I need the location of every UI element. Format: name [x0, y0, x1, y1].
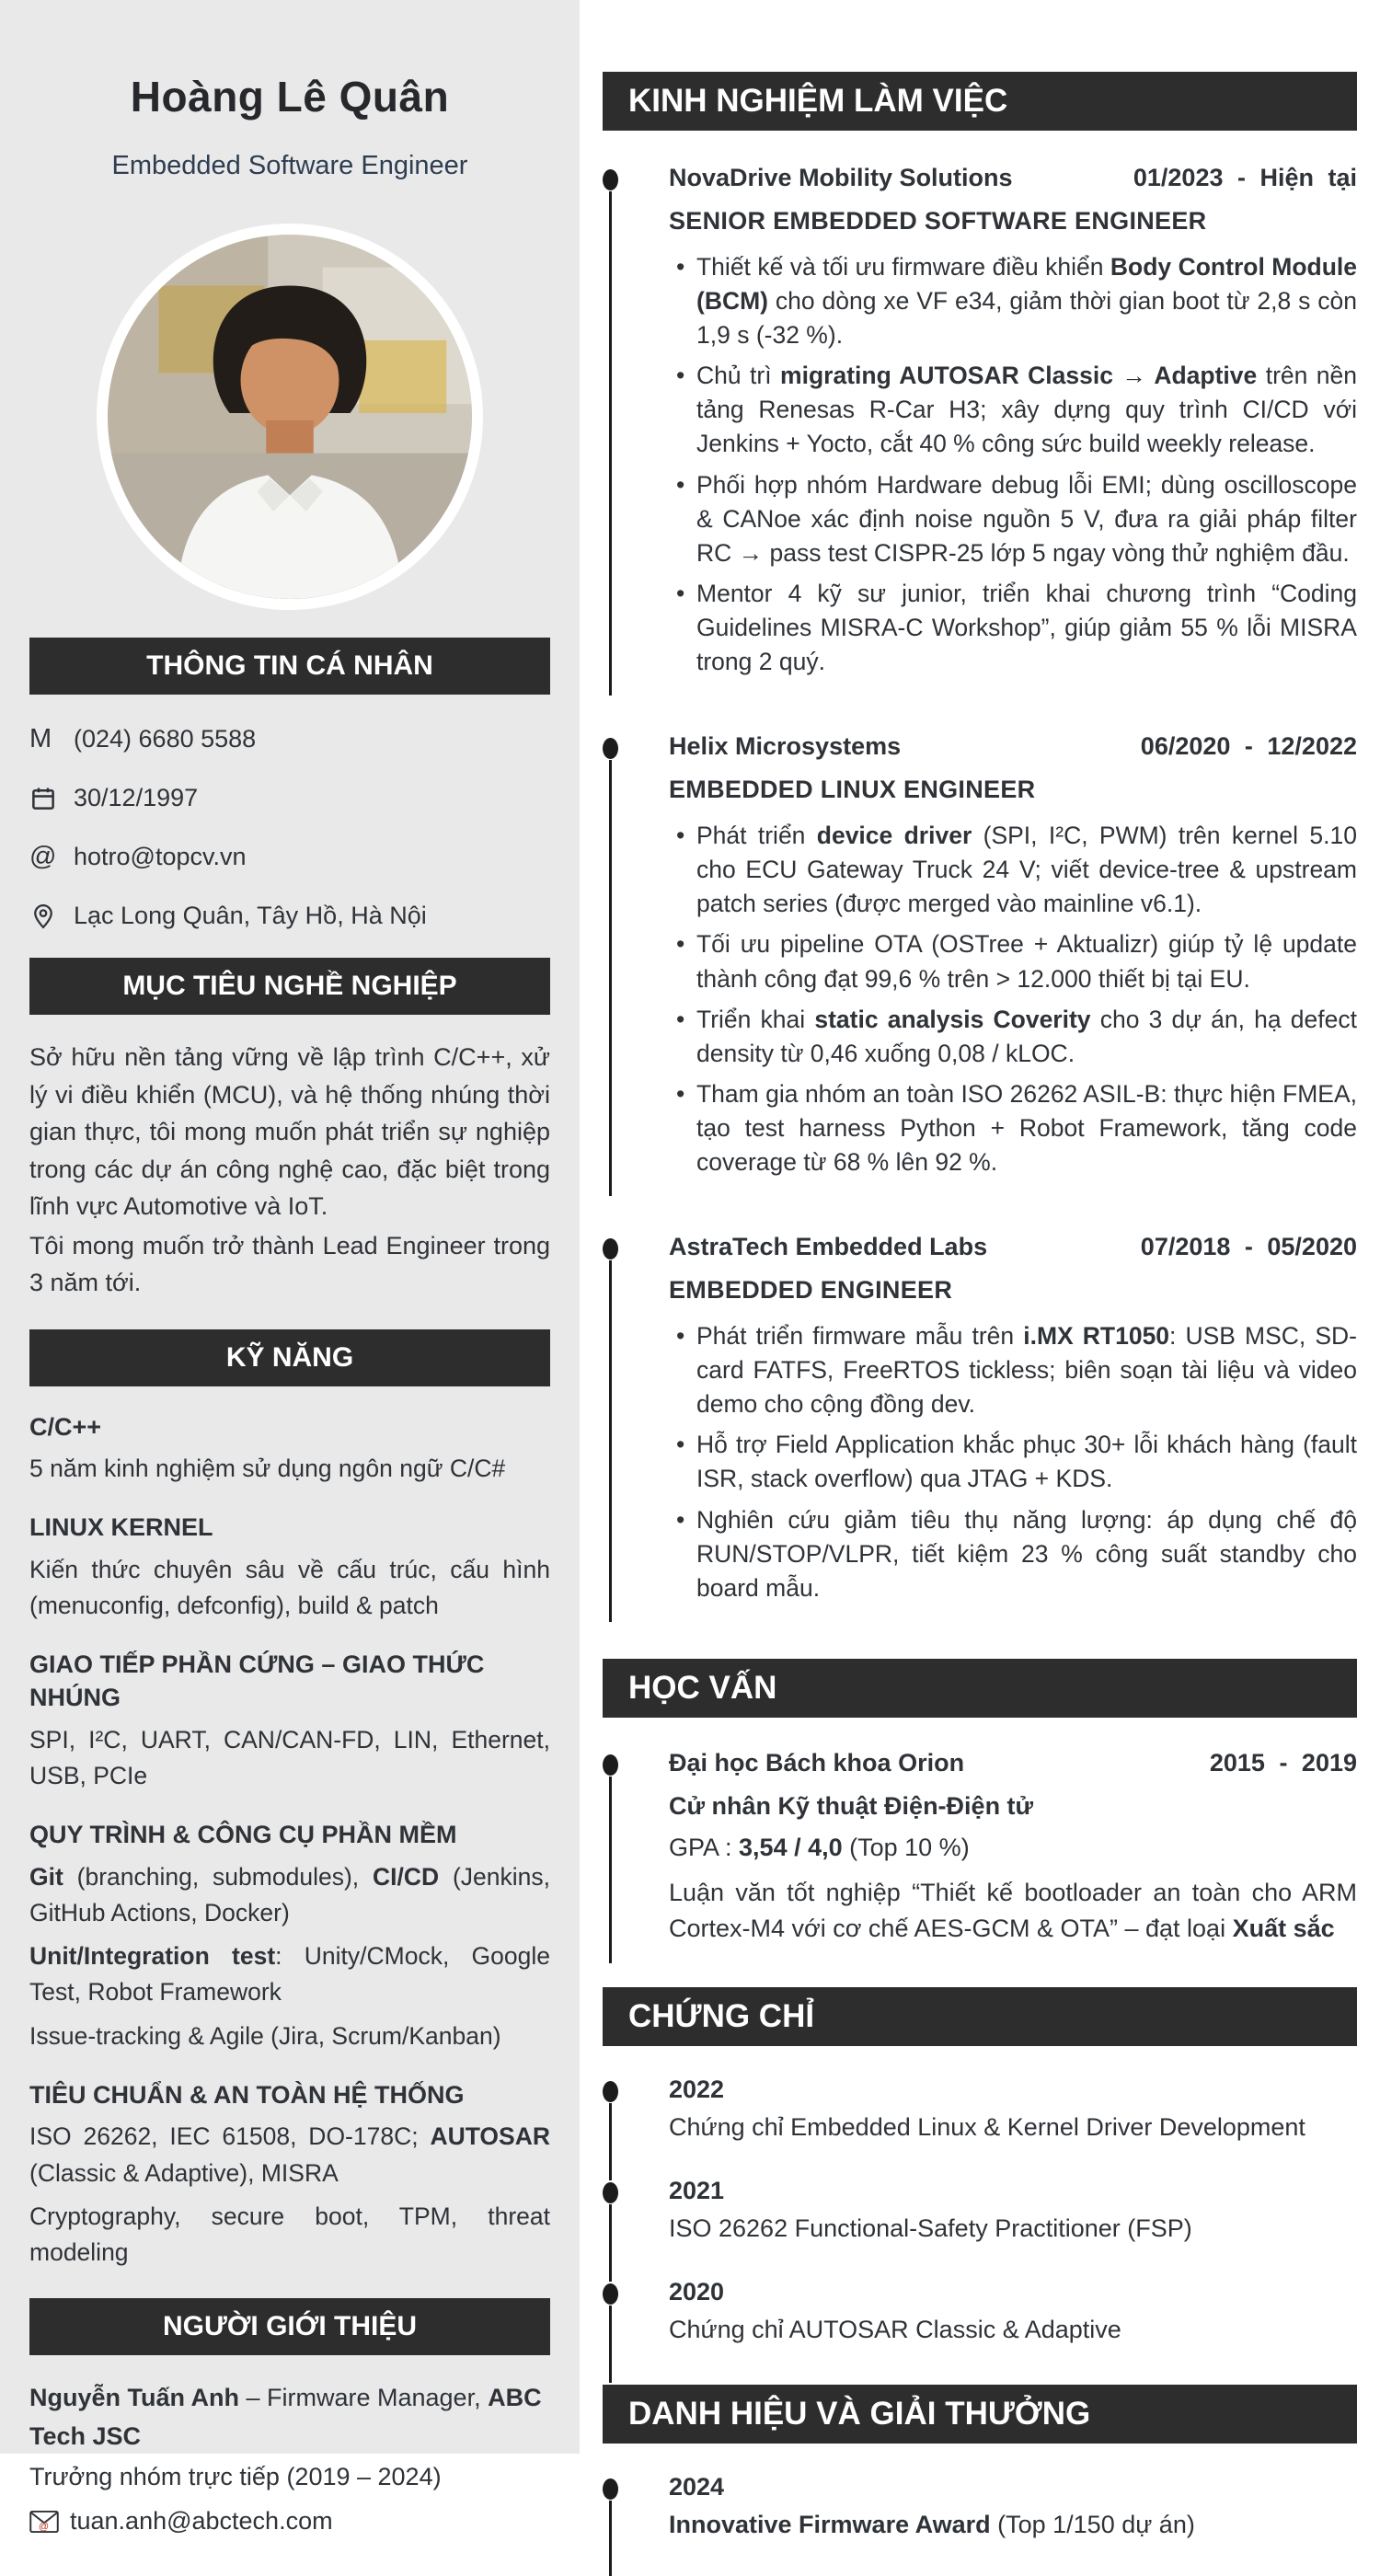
bold-text: AUTOSAR	[430, 2122, 550, 2151]
section-personal-info-heading: THÔNG TIN CÁ NHÂN	[29, 638, 550, 695]
text-run: cho dòng xe VF e34, giảm thời gian boot từ 2,8 s còn 1,9 s (-32 %).	[696, 287, 1357, 350]
main-column	[580, 0, 1380, 2539]
bold-text: Nguyễn Tuấn Anh	[29, 2384, 239, 2412]
text-run: Tối ưu pipeline OTA (OSTree + Aktualizr) giúp tỷ lệ update thành công đạt 99,6 % trên > 12.000 thiết bị tại EU.	[696, 930, 1357, 993]
calendar-icon	[29, 785, 74, 812]
person-job-title: Embedded Software Engineer	[111, 151, 468, 180]
objective-paragraph: Sở hữu nền tảng vững về lập trình C/C++, xử lý vi điều khiển (MCU), và hệ thống nhúng thời gian thực, tôi mong muốn phát triển sự nghiệp trong các dự án công nghệ cao, đặc biệt trong lĩnh vực Automotive và IoT.	[29, 1043, 550, 1220]
skill-group-title: QUY TRÌNH & CÔNG CỤ PHẦN MỀM	[29, 1821, 457, 1849]
bullet-item	[669, 359, 1357, 461]
timeline-dot	[603, 169, 618, 190]
text-run: 5 năm kinh nghiệm sử dụng ngôn ngữ C/C#	[29, 1454, 506, 1482]
text-run: GPA :	[669, 1833, 740, 1861]
references-block	[29, 2379, 550, 2540]
text-run: Nghiên cứu giảm tiêu thụ năng lượng: áp dụng chế độ RUN/STOP/VLPR, tiết kiệm 23 % công suất standby cho board mẫu.	[696, 1505, 1357, 1602]
skill-line	[29, 1938, 550, 2010]
text-run: SPI, I²C, UART, CAN/CAN-FD, LIN, Ethernet, USB, PCIe	[29, 1725, 550, 1790]
job-header	[669, 1233, 1357, 1261]
text-run: Luận văn tốt nghiệp “Thiết kế bootloader an toàn cho ARM Cortex-M4 với cơ chế AES-GCM & OTA” – đạt loại	[669, 1878, 1357, 1943]
section-certificates	[603, 1987, 1357, 2344]
bullet-item	[669, 1428, 1357, 1496]
text-run: Issue-tracking & Agile (Jira, Scrum/Kanban)	[29, 2021, 501, 2050]
job-bullets	[669, 1319, 1357, 1605]
text-run: Cryptography, secure boot, TPM, threat modeling	[29, 2202, 550, 2266]
experience-list	[603, 164, 1357, 1605]
experience-item	[603, 1233, 1357, 1605]
certificates-list	[603, 2076, 1357, 2344]
skill-group-title: C/C++	[29, 1412, 102, 1441]
timeline-dot	[603, 1754, 618, 1776]
contact-value: (024) 6680 5588	[74, 725, 257, 753]
skill-line	[29, 2199, 550, 2271]
skills-list	[29, 1410, 550, 2271]
text-run: Phát triển	[696, 822, 817, 850]
section-experience-heading: KINH NGHIỆM LÀM VIỆC	[603, 72, 1357, 131]
bullet-item	[669, 1319, 1357, 1421]
timeline-line	[609, 2103, 612, 2180]
bullet-item	[669, 1077, 1357, 1179]
award-title	[669, 2511, 1357, 2539]
contact-item	[29, 724, 550, 754]
timeline-line	[609, 2204, 612, 2282]
degree-name: Cử nhân Kỹ thuật Điện-Điện tử	[669, 1791, 1034, 1820]
reference-email-row	[29, 2502, 550, 2541]
section-certificates-heading: CHỨNG CHỈ	[603, 1987, 1357, 2046]
timeline-dot	[603, 2283, 618, 2305]
contact-value: hotro@topcv.vn	[74, 843, 247, 870]
bullet-item	[669, 1003, 1357, 1071]
text-run: Kiến thức chuyên sâu về cấu trúc, cấu hình (menuconfig, defconfig), build & patch	[29, 1555, 550, 1619]
award-item	[603, 2473, 1357, 2539]
contact-item	[29, 842, 550, 872]
text-run: : USB MSC, SD-card FATFS, FreeRTOS tickless; biên soạn tài liệu và video demo cho cộng đồng dev.	[696, 1322, 1357, 1419]
location-pin-icon	[29, 903, 74, 930]
timeline-line	[609, 1777, 612, 1963]
job-bullets	[669, 250, 1357, 679]
job-dates: 01/2023 - Hiện tại	[1133, 164, 1357, 191]
education-detail	[669, 1875, 1357, 1947]
reference-line	[29, 2379, 550, 2456]
bullet-item	[669, 250, 1357, 352]
certificate-title: Chứng chỉ AUTOSAR Classic & Adaptive	[669, 2316, 1121, 2344]
bullet-item	[669, 927, 1357, 995]
text-run: (Top 1/150 dự án)	[990, 2511, 1195, 2539]
job-role: SENIOR EMBEDDED SOFTWARE ENGINEER	[669, 207, 1207, 235]
company-name: Helix Microsystems	[669, 732, 902, 761]
text-run: (SPI, I²C, PWM) trên kernel 5.10 cho ECU Gateway Truck 24 V; viết device-tree & upstream patch series (được merged vào mainline v6.1).	[696, 822, 1357, 918]
award-year: 2024	[669, 2473, 725, 2501]
text-run: – Firmware Manager,	[238, 2384, 489, 2412]
contact-list	[29, 724, 550, 930]
job-bullets	[669, 819, 1357, 1179]
skill-line	[29, 2119, 550, 2191]
text-run: : Unity/CMock, Google Test, Robot Framework	[29, 1942, 550, 2007]
timeline-line	[609, 2306, 612, 2383]
bold-text: Unit/Integration test	[29, 1942, 276, 1971]
timeline-dot	[603, 2081, 618, 2102]
text-run: cho 3 dự án, hạ defect density từ 0,46 xuống 0,08 / kLOC.	[696, 1005, 1357, 1067]
certificate-year: 2020	[669, 2278, 725, 2306]
phone-icon: M	[29, 724, 52, 753]
text-run: Hỗ trợ Field Application khắc phục 30+ lỗi khách hàng (fault ISR, stack overflow) qua JTAG + KDS.	[696, 1431, 1357, 1493]
contact-value: 30/12/1997	[74, 784, 199, 811]
text-run: Mentor 4 kỹ sư junior, triển khai chương trình “Coding Guidelines MISRA-C Workshop”, giúp giảm 55 % lỗi MISRA trong 2 quý.	[696, 579, 1357, 676]
section-experience	[603, 72, 1357, 1605]
bold-text: ABC Tech JSC	[29, 2384, 542, 2451]
text-run: Chủ trì	[696, 362, 781, 390]
sidebar	[0, 0, 580, 2535]
bullet-item	[669, 468, 1357, 570]
company-name: NovaDrive Mobility Solutions	[669, 164, 1013, 191]
text-run: Trưởng nhóm trực tiếp (2019 – 2024)	[29, 2462, 442, 2490]
profile-photo	[97, 224, 483, 610]
timeline-dot	[603, 1238, 618, 1259]
bullet-item	[669, 577, 1357, 679]
school-name: Đại học Bách khoa Orion	[669, 1748, 965, 1777]
certificate-item	[603, 2076, 1357, 2142]
awards-list	[603, 2473, 1357, 2539]
section-awards	[603, 2385, 1357, 2539]
text-run: (Jenkins, GitHub Actions, Docker)	[29, 1862, 550, 1926]
text-run: Tham gia nhóm an toàn ISO 26262 ASIL-B: thực hiện FMEA, tạo test harness Python + Robot Framework, tăng code coverage từ 68 % lên 92 %.	[696, 1079, 1357, 1176]
timeline-dot	[603, 2182, 618, 2203]
job-role: EMBEDDED LINUX ENGINEER	[669, 776, 1036, 804]
skill-line	[29, 2018, 550, 2054]
section-education	[603, 1659, 1357, 1947]
section-objective-heading: MỤC TIÊU NGHỀ NGHIỆP	[29, 958, 550, 1015]
text-run: Thiết kế và tối ưu firmware điều khiển	[696, 253, 1110, 281]
text-run: Triển khai	[696, 1005, 815, 1033]
skill-group	[29, 1511, 550, 1624]
skill-line	[29, 1722, 550, 1794]
text-run: (Top 10 %)	[842, 1833, 970, 1861]
skill-group	[29, 1818, 550, 2054]
bold-text: device driver	[816, 822, 972, 850]
text-run: (Classic & Adaptive), MISRA	[29, 2158, 339, 2187]
job-role: EMBEDDED ENGINEER	[669, 1276, 953, 1305]
bold-text: Git	[29, 1862, 63, 1891]
skill-line	[29, 1451, 550, 1487]
bold-text: Xuất sắc	[1232, 1915, 1335, 1943]
education-dates: 2015 - 2019	[1209, 1748, 1357, 1777]
education-list	[603, 1749, 1357, 1947]
timeline-line	[609, 2501, 612, 2576]
company-name: AstraTech Embedded Labs	[669, 1233, 988, 1261]
job-dates: 06/2020 - 12/2022	[1140, 732, 1357, 761]
timeline-dot	[603, 738, 618, 759]
text-run: trên nền tảng Renesas R-Car H3; xây dựng quy trình CI/CD với Jenkins + Yocto, cắt 40 % công sức build weekly release.	[696, 362, 1358, 458]
bold-text: Innovative Firmware Award	[669, 2511, 991, 2539]
contact-item	[29, 902, 550, 930]
skill-group	[29, 1410, 550, 1488]
skill-group-title: LINUX KERNEL	[29, 1513, 213, 1542]
bold-text: migrating AUTOSAR Classic → Adaptive	[780, 362, 1258, 390]
text-run: ISO 26262, IEC 61508, DO-178C;	[29, 2122, 431, 2151]
text-run: (branching, submodules),	[63, 1862, 373, 1891]
education-header	[669, 1749, 1357, 1777]
svg-text:@: @	[38, 2521, 50, 2533]
bold-text: i.MX RT1050	[1023, 1322, 1170, 1351]
at-icon: @	[29, 842, 57, 871]
certificate-item	[603, 2177, 1357, 2243]
skill-group-title: GIAO TIẾP PHẦN CỨNG – GIAO THỨC NHÚNG	[29, 1650, 485, 1712]
envelope-icon	[29, 2510, 70, 2534]
bold-text: CI/CD	[372, 1862, 440, 1891]
job-header	[669, 164, 1357, 192]
skill-line	[29, 1859, 550, 1931]
timeline-line	[609, 760, 612, 1196]
skill-group	[29, 1648, 550, 1794]
bold-text: static analysis Coverity	[814, 1005, 1091, 1033]
experience-item	[603, 164, 1357, 679]
timeline-dot	[603, 2478, 618, 2500]
reference-line	[29, 2458, 550, 2497]
timeline-line	[609, 1260, 612, 1622]
text-run: Phát triển firmware mẫu trên	[696, 1322, 1024, 1351]
objective-paragraph: Tôi mong muốn trở thành Lead Engineer trong 3 năm tới.	[29, 1231, 550, 1296]
bold-text: Body Control Module (BCM)	[696, 253, 1357, 316]
timeline-line	[609, 191, 612, 696]
skill-line	[29, 1552, 550, 1624]
education-item	[603, 1749, 1357, 1947]
bullet-item	[669, 1503, 1357, 1605]
job-header	[669, 732, 1357, 761]
bold-text: 3,54 / 4,0	[739, 1833, 843, 1861]
skill-group-title: TIÊU CHUẨN & AN TOÀN HỆ THỐNG	[29, 2080, 465, 2109]
bullet-item	[669, 819, 1357, 921]
contact-value: Lạc Long Quân, Tây Hồ, Hà Nội	[74, 902, 427, 929]
certificate-year: 2021	[669, 2177, 725, 2205]
section-references-heading: NGƯỜI GIỚI THIỆU	[29, 2298, 550, 2355]
experience-item	[603, 732, 1357, 1179]
education-detail	[669, 1830, 1357, 1866]
section-skills-heading: KỸ NĂNG	[29, 1329, 550, 1386]
objective-text	[29, 1039, 550, 1302]
certificate-year: 2022	[669, 2076, 725, 2104]
certificate-item	[603, 2278, 1357, 2344]
text-run: Phối hợp nhóm Hardware debug lỗi EMI; dùng oscilloscope & CANoe xác định noise nguồn 5 V, đưa ra giải pháp filter RC → pass test CISPR-25 lớp 5 ngay vòng thử nghiệm đầu.	[696, 470, 1357, 567]
certificate-title: Chứng chỉ Embedded Linux & Kernel Driver Development	[669, 2113, 1305, 2142]
job-dates: 07/2018 - 05/2020	[1140, 1233, 1357, 1261]
skill-group	[29, 2078, 550, 2271]
profile-photo-illustration	[108, 235, 472, 599]
contact-item	[29, 784, 550, 812]
certificate-title: ISO 26262 Functional-Safety Practitioner (FSP)	[669, 2214, 1192, 2243]
person-name: Hoàng Lê Quân	[130, 73, 450, 121]
section-awards-heading: DANH HIỆU VÀ GIẢI THƯỞNG	[603, 2385, 1357, 2444]
reference-email: tuan.anh@abctech.com	[70, 2506, 333, 2535]
section-education-heading: HỌC VẤN	[603, 1659, 1357, 1718]
